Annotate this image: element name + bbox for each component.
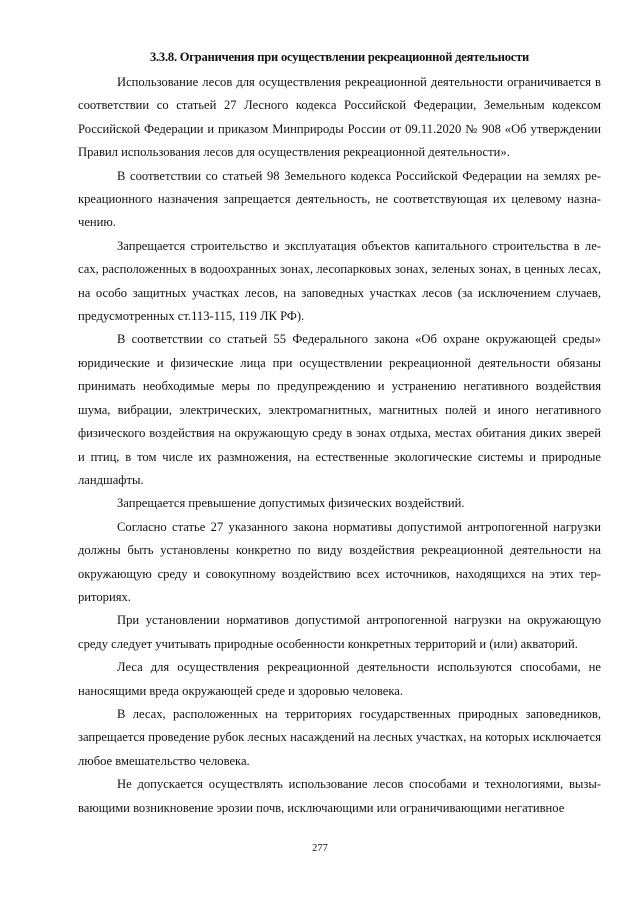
paragraph: При установлении нормативов допустимой антропогенной нагрузки на окружающую среду следует учитывать природные особенности конкретных территорий и (или) акваторий. — [78, 613, 601, 651]
page-number: 277 — [312, 843, 328, 854]
paragraph: В лесах, расположенных на территориях государственных природных заповедников, запрещается проведение рубок лесных насаждений на лесных участках, на которых исключается любое вмешательство человека. — [78, 706, 601, 768]
paragraph: Леса для осуществления рекреационной деятельности используются способами, не наносящими вреда окружающей среде и здоровью человека. — [78, 660, 601, 698]
paragraph: В соответствии со статьей 98 Земельного кодекса Российской Федерации на землях рекреационного назначения запрещается деятельность, не соответствующая их целевому назначению. — [78, 168, 601, 230]
paragraph: Согласно статье 27 указанного закона нормативы допустимой антропогенной нагрузки должны быть установлены конкретно по виду воздействия рекреационной деятельности на окружающую среду и совокупному воздействию всех источников, находящихся на этих территориях. — [78, 519, 601, 604]
paragraph: Не допускается осуществлять использование лесов способами и технологиями, вызывающими возникновение эрозии почв, исключающими или ограничивающими негативное — [78, 777, 601, 815]
paragraph: В соответствии со статьей 55 Федерального закона «Об охране окружающей среды» юридические и физические лица при осуществлении рекреационной деятельности обязаны принимать необходимые меры по предупреждению и устранению негативного воздействия шума, вибрации, электрических, электромагнитных, магнитных полей и иного негативного физического воздействия на окружающую среду в зонах отдыха, местах обитания диких зверей и птиц, в том числе их размножения, на естественные экологические системы и природные ландшафты. — [78, 332, 601, 487]
paragraph: Запрещается превышение допустимых физических воздействий. — [117, 496, 465, 511]
section-heading: 3.3.8. Ограничения при осуществлении рекреационной деятельности — [149, 50, 530, 64]
document-body — [78, 71, 601, 820]
paragraph: Запрещается строительство и эксплуатация объектов капитального строительства в лесах, расположенных в водоохранных зонах, лесопарковых зонах, зеленых зонах, в ценных лесах, на особо защитных участках лесов, на заповедных участках лесов (за исключением случаев, предусмотренных ст.113-115, 119 ЛК РФ). — [78, 238, 601, 324]
paragraph: Использование лесов для осуществления рекреационной деятельности ограничивается в соответствии со статьей 27 Лесного кодекса Российской Федерации, Земельным кодексом Российской Федерации и приказом Минприроды России от 09.11.2020 № 908 «Об утверждении Правил использования лесов для осуществления рекреационной деятельности». — [78, 75, 601, 160]
